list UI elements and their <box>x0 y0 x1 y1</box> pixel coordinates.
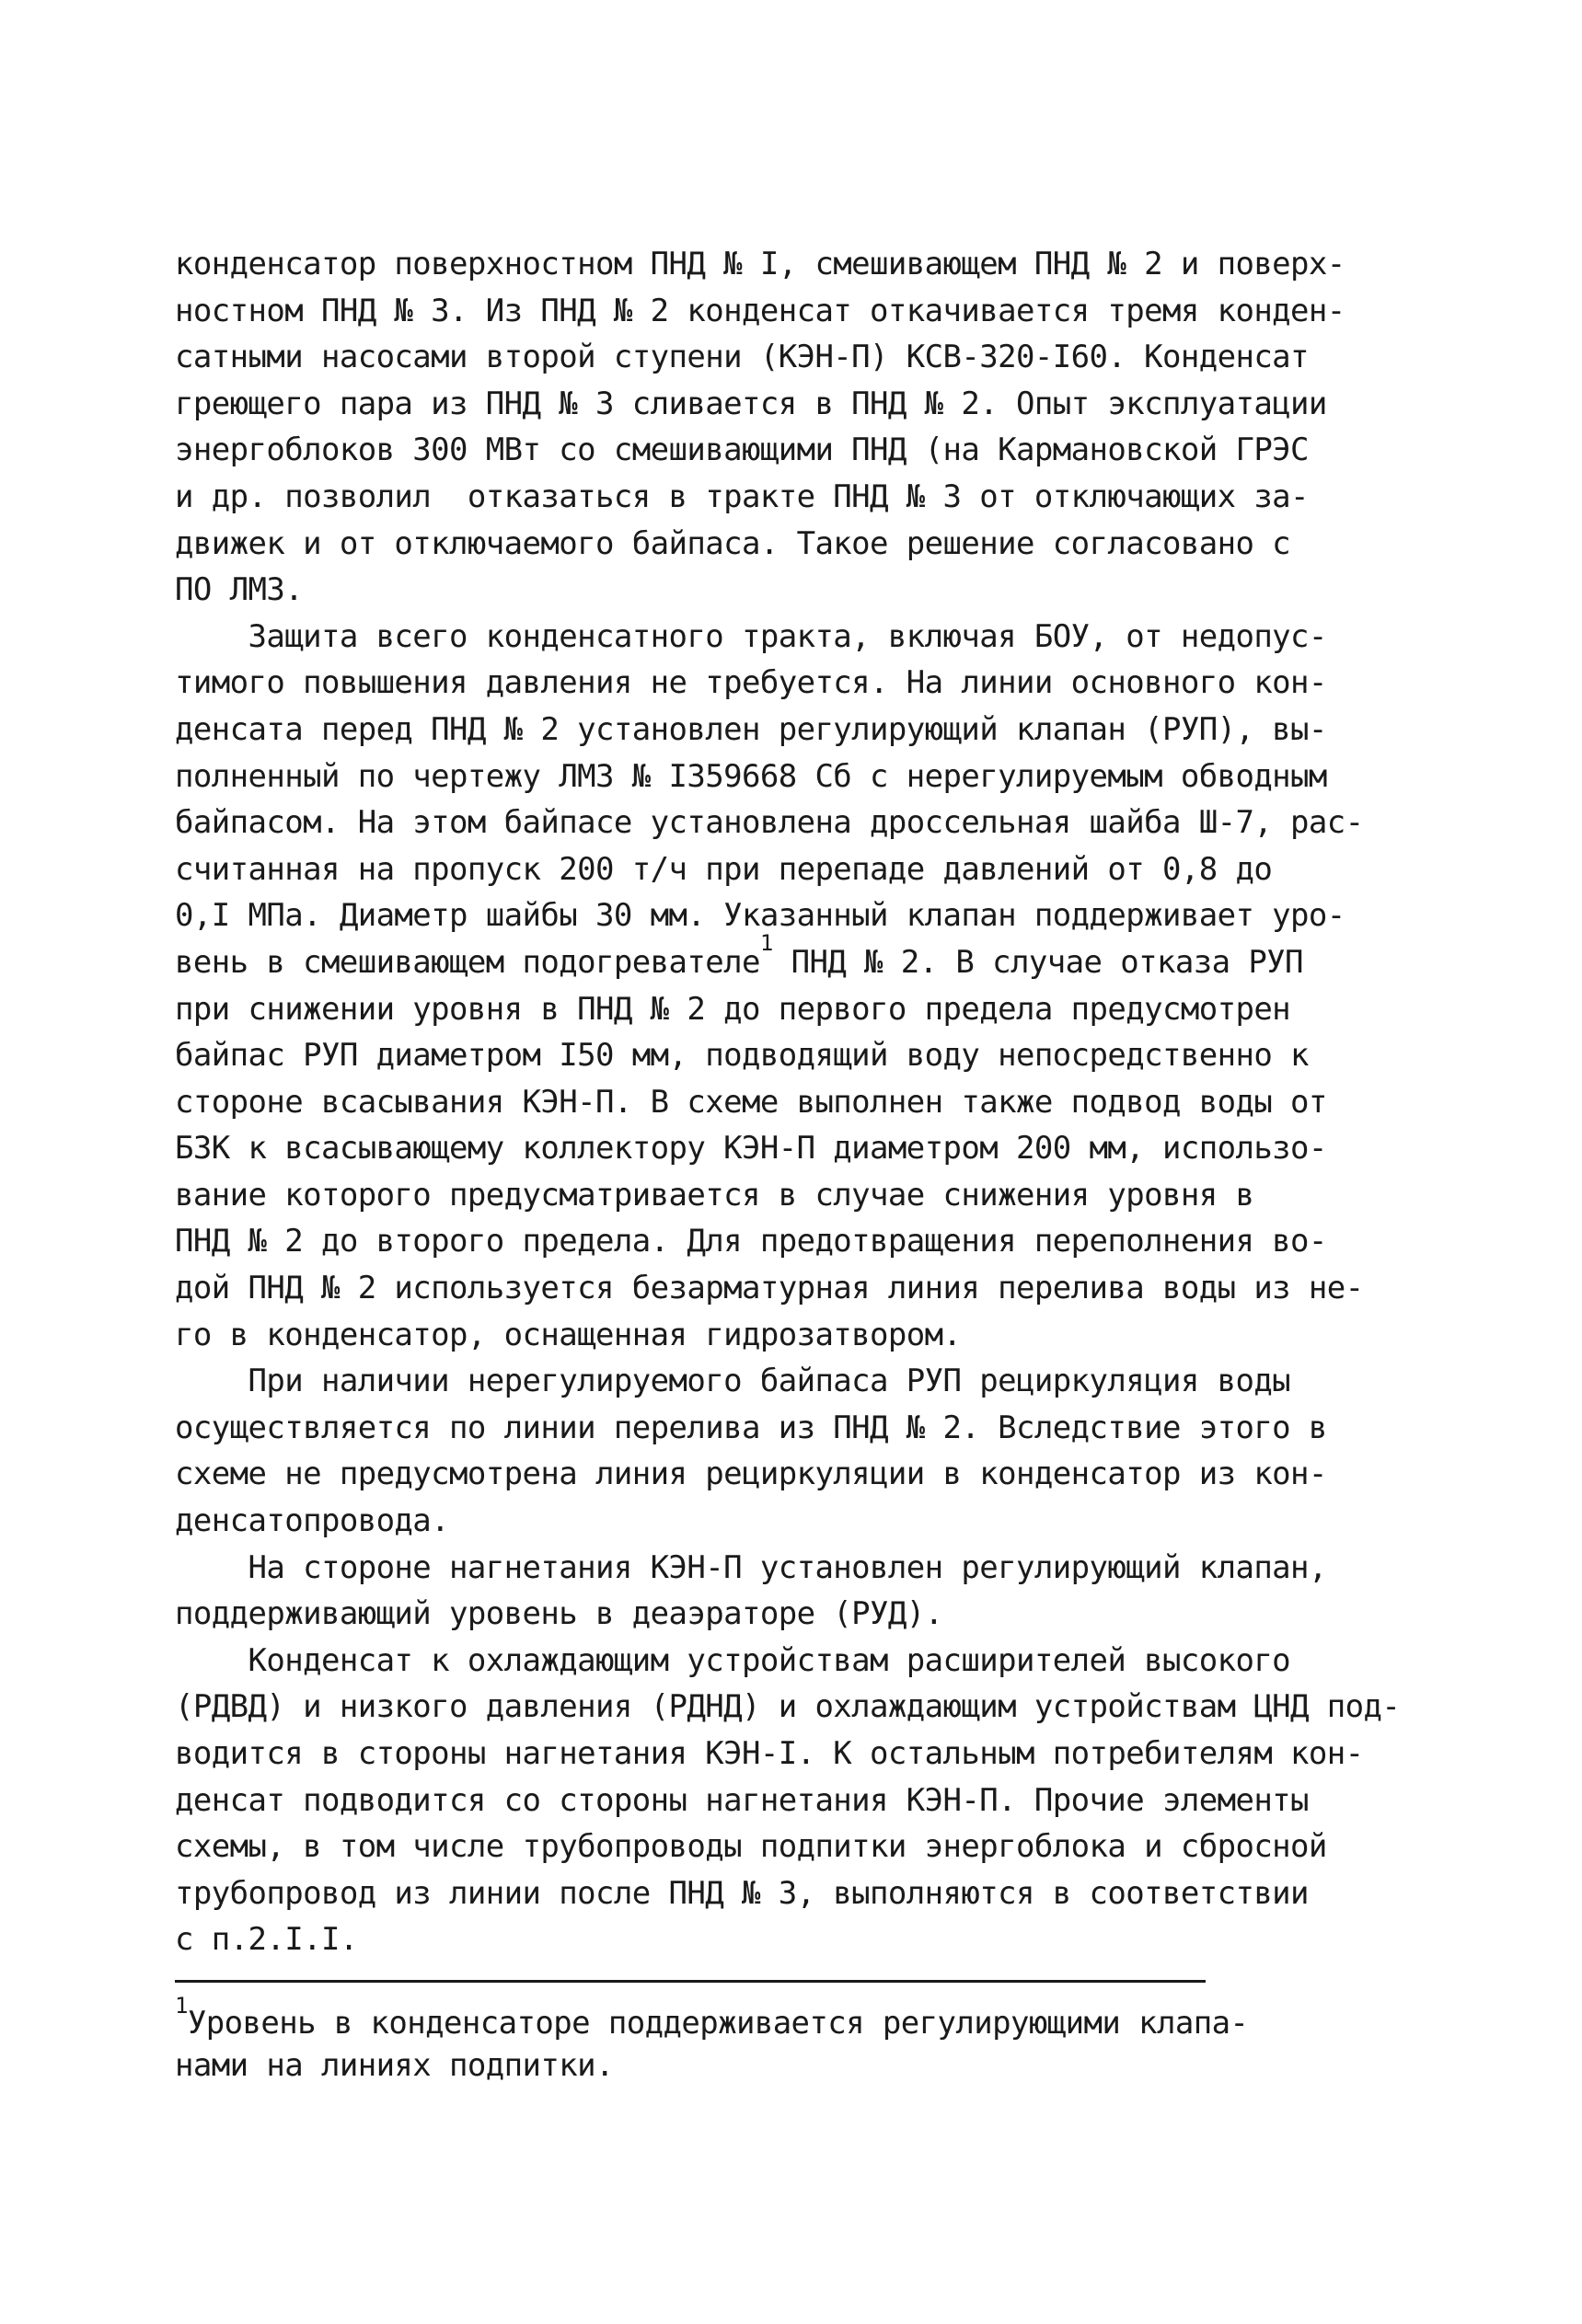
text-line: и др. позволил отказаться в тракте ПНД № 3 от отключающих за- <box>175 477 1309 515</box>
text-line: Конденсат к охлаждающим устройствам расширителей высокого <box>175 1641 1291 1679</box>
text-line: считанная на пропуск 200 т/ч при перепаде давлений от 0,8 до <box>175 850 1273 888</box>
text-line: движек и от отключаемого байпаса. Такое решение согласовано с <box>175 524 1291 562</box>
text-line: схеме не предусмотрена линия рециркуляции в конденсатор из кон- <box>175 1455 1327 1493</box>
text-line-with-footnote-ref <box>175 929 1426 986</box>
text-line: сатными насосами второй ступени (КЭН-П) КСВ-320-I60. Конденсат <box>175 339 1309 376</box>
footnote-reference[interactable]: 1 <box>759 929 773 956</box>
text-line: поддерживающий уровень в деаэраторе (РУД). <box>175 1595 943 1633</box>
text-line: стороне всасывания КЭН-П. В схеме выполнен также подвод воды от <box>175 1083 1327 1121</box>
text-segment: ПНД № 2. В случае отказа РУП <box>772 943 1303 981</box>
text-line: полненный по чертежу ЛМЗ № I359668 Сб с нерегулируемым обводным <box>175 757 1327 795</box>
text-line: ПНД № 2 до второго предела. Для предотвращения переполнения во- <box>175 1223 1327 1260</box>
text-line: вание которого предусматривается в случае снижения уровня в <box>175 1176 1254 1214</box>
text-line: дой ПНД № 2 используется безарматурная линия перелива воды из не- <box>175 1270 1364 1307</box>
text-line: энергоблоков 300 МВт со смешивающими ПНД (на Кармановской ГРЭС <box>175 431 1309 469</box>
text-line: с п.2.I.I. <box>175 1921 358 1959</box>
text-line: при снижении уровня в ПНД № 2 до первого предела предусмотрен <box>175 990 1291 1028</box>
text-line: На стороне нагнетания КЭН-П установлен регулирующий клапан, <box>175 1548 1327 1586</box>
text-line: При наличии нерегулируемого байпаса РУП рециркуляция воды <box>175 1363 1291 1400</box>
footnote-text: Уровень в конденсаторе поддерживается регулирующими клапа- <box>187 2005 1249 2042</box>
text-line: Защита всего конденсатного тракта, включая БОУ, от недопус- <box>175 617 1327 655</box>
text-line: тимого повышения давления не требуется. На линии основного кон- <box>175 664 1327 702</box>
text-line: денсат подводится со стороны нагнетания КЭН-П. Прочие элементы <box>175 1781 1309 1819</box>
text-line: схемы, в том числе трубопроводы подпитки энергоблока и сбросной <box>175 1828 1327 1866</box>
footnote-mark: 1 <box>175 1993 188 2019</box>
body-text <box>175 241 1426 1963</box>
text-line: байпасом. На этом байпасе установлена дроссельная шайба Ш-7, рас- <box>175 804 1364 842</box>
text-line: го в конденсатор, оснащенная гидрозатвором. <box>175 1316 962 1353</box>
text-line: денсата перед ПНД № 2 установлен регулирующий клапан (РУП), вы- <box>175 710 1327 748</box>
text-segment: вень в смешивающем подогревателе <box>175 943 760 981</box>
text-line: денсатопровода. <box>175 1502 450 1540</box>
text-line: 0,I МПа. Диаметр шайбы 30 мм. Указанный клапан поддерживает уро- <box>175 897 1345 935</box>
text-line: конденсатор поверхностном ПНД № I, смешивающем ПНД № 2 и поверх- <box>175 246 1345 282</box>
footnote-line: нами на линиях подпитки. <box>175 2047 614 2084</box>
text-line: греющего пара из ПНД № 3 сливается в ПНД № 2. Опыт эксплуатации <box>175 385 1327 422</box>
text-line: осуществляется по линии перелива из ПНД № 2. Вследствие этого в <box>175 1409 1327 1446</box>
text-line: байпас РУП диаметром I50 мм, подводящий воду непосредственно к <box>175 1037 1309 1075</box>
text-line: БЗК к всасывающему коллектору КЭН-П диаметром 200 мм, использо- <box>175 1130 1327 1168</box>
text-line: ностном ПНД № 3. Из ПНД № 2 конденсат откачивается тремя конден- <box>175 292 1345 329</box>
text-line: водится в стороны нагнетания КЭН-I. К остальным потребителям кон- <box>175 1735 1364 1772</box>
footnote <box>175 1993 1426 2087</box>
text-line: трубопровод из линии после ПНД № 3, выполняются в соответствии <box>175 1874 1309 1912</box>
text-line: ПО ЛМЗ. <box>175 571 304 609</box>
footnote-divider <box>175 1980 1206 1983</box>
text-line: (РДВД) и низкого давления (РДНД) и охлаждающим устройствам ЦНД под- <box>175 1688 1401 1726</box>
footnote-line <box>175 1993 1426 2044</box>
